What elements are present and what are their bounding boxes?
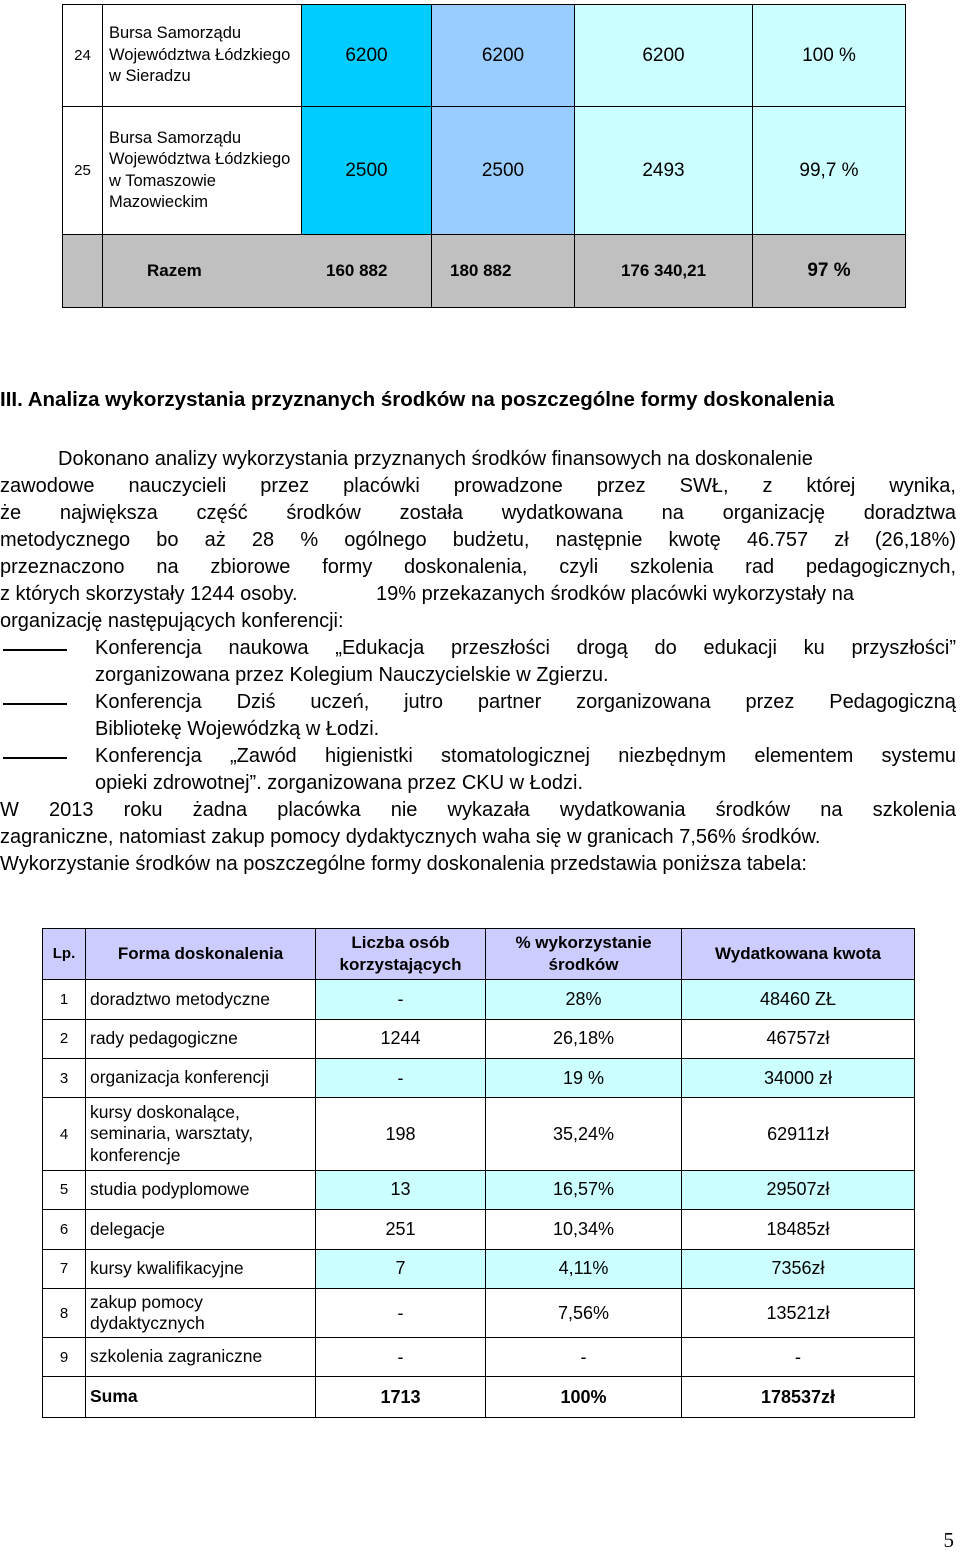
percent-cell: 19 % (486, 1058, 682, 1097)
sum-persons: 1713 (316, 1377, 486, 1418)
sum-label: Suma (86, 1377, 316, 1418)
dash-bullet-icon (3, 649, 67, 651)
row-number: 3 (43, 1058, 86, 1097)
bullet-line: Konferencja naukowa „Edukacja przeszłości drogą do edukacji ku przyszłości” (95, 637, 956, 659)
page-number: 5 (943, 1528, 954, 1552)
paragraph-line: 19% przekazanych środków placówki wykorzystały na (376, 583, 854, 605)
value-cell: 6200 (302, 5, 432, 107)
percent-cell: 10,34% (486, 1210, 682, 1249)
paragraph-line: przeznaczono na zbiorowe formy doskonalenia, czyli szkolenia rad pedagogicznych, (0, 556, 956, 578)
paragraph-line: zawodowe nauczycieli przez placówki prowadzone przez SWŁ, z której wynika, (0, 475, 956, 497)
form-name: kursy doskonalące, seminaria, warsztaty, konferencje (86, 1098, 316, 1170)
header-percent: % wykorzystanie środków (486, 929, 682, 980)
persons-cell: 198 (316, 1098, 486, 1170)
persons-cell: 7 (316, 1249, 486, 1288)
amount-cell: - (682, 1338, 915, 1377)
sum-percent: 100% (486, 1377, 682, 1418)
percent-cell: 35,24% (486, 1098, 682, 1170)
amount-cell: 13521zł (682, 1289, 915, 1338)
form-name: studia podyplomowe (86, 1170, 316, 1209)
development-forms-table (42, 928, 915, 1418)
header-persons: Liczba osób korzystających (316, 929, 486, 980)
row-number: 25 (63, 107, 103, 235)
paragraph-line: organizację następujących konferencji: (0, 610, 344, 632)
amount-cell: 46757zł (682, 1019, 915, 1058)
empty-cell (43, 1377, 86, 1418)
section-heading: III. Analiza wykorzystania przyznanych środków na poszczególne formy doskonalenia (0, 388, 835, 411)
bullet-line: Bibliotekę Wojewódzką w Łodzi. (95, 718, 380, 740)
institution-name: Bursa Samorządu Województwa Łódzkiego w Sieradzu (103, 5, 302, 107)
row-number: 7 (43, 1249, 86, 1288)
percent-cell: 100 % (753, 5, 906, 107)
table-row (43, 1289, 915, 1338)
percent-cell: 7,56% (486, 1289, 682, 1338)
value-cell: 6200 (432, 5, 575, 107)
amount-cell: 34000 zł (682, 1058, 915, 1097)
table-row (43, 1249, 915, 1288)
value-cell: 2493 (575, 107, 753, 235)
header-form: Forma doskonalenia (86, 929, 316, 980)
dash-bullet-icon (3, 757, 67, 759)
bullet-line: opieki zdrowotnej”. zorganizowana przez CKU w Łodzi. (95, 772, 584, 794)
amount-cell: 18485zł (682, 1210, 915, 1249)
amount-cell: 48460 ZŁ (682, 980, 915, 1019)
form-name: kursy kwalifikacyjne (86, 1249, 316, 1288)
value-cell: 2500 (432, 107, 575, 235)
value-cell: 2500 (302, 107, 432, 235)
form-name: zakup pomocy dydaktycznych (86, 1289, 316, 1338)
sum-label: Razem (103, 235, 432, 308)
paragraph-line: że największa część środków została wydatkowana na organizację doradztwa (0, 502, 956, 524)
row-number: 24 (63, 5, 103, 107)
form-name: doradztwo metodyczne (86, 980, 316, 1019)
persons-cell: - (316, 980, 486, 1019)
row-number: 6 (43, 1210, 86, 1249)
budget-table-continuation (62, 4, 906, 308)
sum-value-1: 160 882 (326, 261, 388, 280)
sum-row (63, 235, 906, 308)
paragraph-line: W 2013 roku żadna placówka nie wykazała wydatkowania środków na szkolenia (0, 799, 956, 821)
percent-cell: 4,11% (486, 1249, 682, 1288)
table-header-row (43, 929, 915, 980)
amount-cell: 7356zł (682, 1249, 915, 1288)
paragraph-line: zagraniczne, natomiast zakup pomocy dydaktycznych waha się w granicach 7,56% środków. (0, 826, 821, 848)
row-number: 9 (43, 1338, 86, 1377)
bullet-line: zorganizowana przez Kolegium Nauczycielskie w Zgierzu. (95, 664, 609, 686)
persons-cell: 13 (316, 1170, 486, 1209)
paragraph-line: Wykorzystanie środków na poszczególne formy doskonalenia przedstawia poniższa tabela: (0, 853, 807, 875)
sum-amount: 178537zł (682, 1377, 915, 1418)
value-cell: 6200 (575, 5, 753, 107)
form-name: delegacje (86, 1210, 316, 1249)
table-row (43, 1098, 915, 1170)
table-row (43, 1210, 915, 1249)
table-row (43, 1058, 915, 1097)
bullet-line: Konferencja Dziś uczeń, jutro partner zorganizowana przez Pedagogiczną (95, 691, 956, 713)
empty-cell (63, 235, 103, 308)
sum-value: 176 340,21 (575, 235, 753, 308)
percent-cell: 26,18% (486, 1019, 682, 1058)
paragraph-line: metodycznego bo aż 28 % ogólnego budżetu, następnie kwotę 46.757 zł (26,18%) (0, 529, 956, 551)
row-number: 8 (43, 1289, 86, 1338)
persons-cell: 1244 (316, 1019, 486, 1058)
header-amount: Wydatkowana kwota (682, 929, 915, 980)
row-number: 2 (43, 1019, 86, 1058)
table-row (43, 1338, 915, 1377)
persons-cell: - (316, 1058, 486, 1097)
amount-cell: 29507zł (682, 1170, 915, 1209)
percent-cell: - (486, 1338, 682, 1377)
form-name: szkolenia zagraniczne (86, 1338, 316, 1377)
form-name: rady pedagogiczne (86, 1019, 316, 1058)
sum-percent: 97 % (753, 235, 906, 308)
table-row (63, 107, 906, 235)
bullet-line: Konferencja „Zawód higienistki stomatologicznej niezbędnym elementem systemu (95, 745, 956, 767)
amount-cell: 62911zł (682, 1098, 915, 1170)
percent-cell: 99,7 % (753, 107, 906, 235)
percent-cell: 16,57% (486, 1170, 682, 1209)
row-number: 1 (43, 980, 86, 1019)
institution-name: Bursa Samorządu Województwa Łódzkiego w Tomaszowie Mazowieckim (103, 107, 302, 235)
sum-row (43, 1377, 915, 1418)
table-row (43, 1019, 915, 1058)
sum-value: 180 882 (432, 235, 575, 308)
header-lp: Lp. (43, 929, 86, 980)
form-name: organizacja konferencji (86, 1058, 316, 1097)
persons-cell: - (316, 1338, 486, 1377)
persons-cell: - (316, 1289, 486, 1338)
row-number: 5 (43, 1170, 86, 1209)
table-row (43, 980, 915, 1019)
persons-cell: 251 (316, 1210, 486, 1249)
row-number: 4 (43, 1098, 86, 1170)
dash-bullet-icon (3, 703, 67, 705)
paragraph-line: Dokonano analizy wykorzystania przyznanych środków finansowych na doskonalenie (58, 448, 813, 470)
percent-cell: 28% (486, 980, 682, 1019)
table-row (43, 1170, 915, 1209)
paragraph-line: z których skorzystały 1244 osoby. (0, 583, 298, 605)
table-row (63, 5, 906, 107)
